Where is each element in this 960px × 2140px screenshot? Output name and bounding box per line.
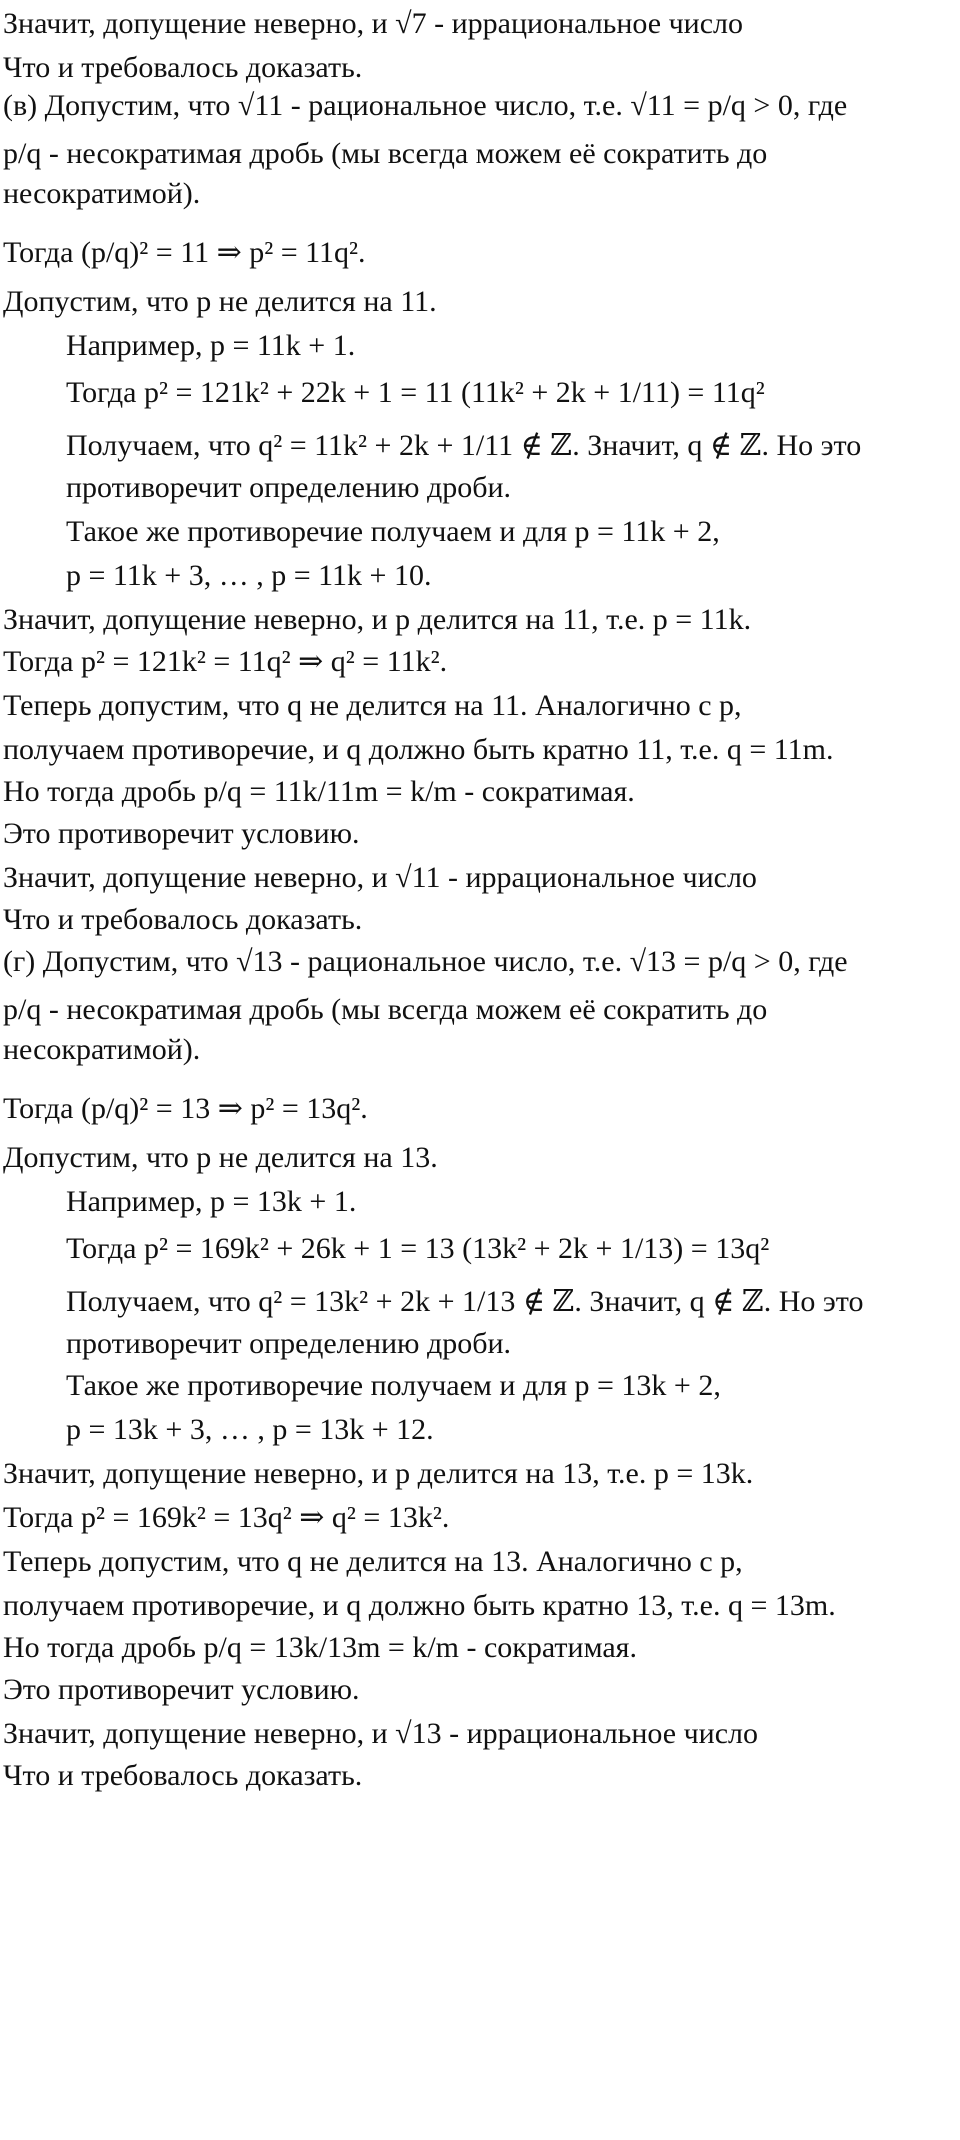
text-line: противоречит определению дроби. xyxy=(66,471,512,504)
text-line: Тогда p² = 121k² + 22k + 1 = 11 (11k² + 2k + 1/11) = 11q² xyxy=(66,376,765,409)
text-line: p = 11k + 3, … , p = 11k + 10. xyxy=(66,559,432,592)
text-line: Теперь допустим, что q не делится на 13. Аналогично с p, xyxy=(3,1545,743,1578)
text-line: Например, p = 13k + 1. xyxy=(66,1185,357,1218)
text-line: Получаем, что q² = 11k² + 2k + 1/11 ∉ ℤ. Значит, q ∉ ℤ. Но это xyxy=(66,429,862,462)
text-line: Допустим, что p не делится на 11. xyxy=(3,285,437,318)
text-line: Значит, допущение неверно, и √11 - иррациональное число xyxy=(3,861,757,894)
text-line: p/q - несократимая дробь (мы всегда можем её сократить до xyxy=(3,137,768,170)
text-line: Тогда (p/q)² = 13 ⇒ p² = 13q². xyxy=(3,1092,368,1125)
text-line: Но тогда дробь p/q = 13k/13m = k/m - сократимая. xyxy=(3,1631,637,1664)
text-line: p = 13k + 3, … , p = 13k + 12. xyxy=(66,1413,434,1446)
text-line: Значит, допущение неверно, и p делится на 13, т.е. p = 13k. xyxy=(3,1457,754,1490)
text-line: Например, p = 11k + 1. xyxy=(66,329,356,362)
text-line: Тогда p² = 169k² + 26k + 1 = 13 (13k² + 2k + 1/13) = 13q² xyxy=(66,1232,770,1265)
text-line: (в) Допустим, что √11 - рациональное число, т.е. √11 = p/q > 0, где xyxy=(3,89,848,122)
text-line: Такое же противоречие получаем и для p = 11k + 2, xyxy=(66,515,720,548)
text-line: несократимой). xyxy=(3,177,201,210)
text-line: Что и требовалось доказать. xyxy=(3,51,363,84)
text-line: Значит, допущение неверно, и √7 - иррациональное число xyxy=(3,7,744,40)
text-line: Допустим, что p не делится на 13. xyxy=(3,1141,438,1174)
text-line: Что и требовалось доказать. xyxy=(3,1759,363,1792)
text-line: Но тогда дробь p/q = 11k/11m = k/m - сократимая. xyxy=(3,775,635,808)
text-line: Значит, допущение неверно, и √13 - иррациональное число xyxy=(3,1717,759,1750)
text-line: противоречит определению дроби. xyxy=(66,1327,512,1360)
text-line: Тогда (p/q)² = 11 ⇒ p² = 11q². xyxy=(3,236,366,269)
text-line: Это противоречит условию. xyxy=(3,1673,360,1706)
text-line: Что и требовалось доказать. xyxy=(3,903,363,936)
text-line: Получаем, что q² = 13k² + 2k + 1/13 ∉ ℤ. Значит, q ∉ ℤ. Но это xyxy=(66,1285,864,1318)
text-line: Такое же противоречие получаем и для p = 13k + 2, xyxy=(66,1369,721,1402)
text-line: Тогда p² = 121k² = 11q² ⇒ q² = 11k². xyxy=(3,645,448,678)
text-line: несократимой). xyxy=(3,1033,201,1066)
text-line: Это противоречит условию. xyxy=(3,817,360,850)
text-line: p/q - несократимая дробь (мы всегда можем её сократить до xyxy=(3,993,768,1026)
text-line: Тогда p² = 169k² = 13q² ⇒ q² = 13k². xyxy=(3,1501,450,1534)
text-line: Теперь допустим, что q не делится на 11. Аналогично с p, xyxy=(3,689,742,722)
text-line: Значит, допущение неверно, и p делится на 11, т.е. p = 11k. xyxy=(3,603,752,636)
text-line: получаем противоречие, и q должно быть кратно 11, т.е. q = 11m. xyxy=(3,733,834,766)
text-line: (г) Допустим, что √13 - рациональное число, т.е. √13 = p/q > 0, где xyxy=(3,945,848,978)
text-line: получаем противоречие, и q должно быть кратно 13, т.е. q = 13m. xyxy=(3,1589,836,1622)
